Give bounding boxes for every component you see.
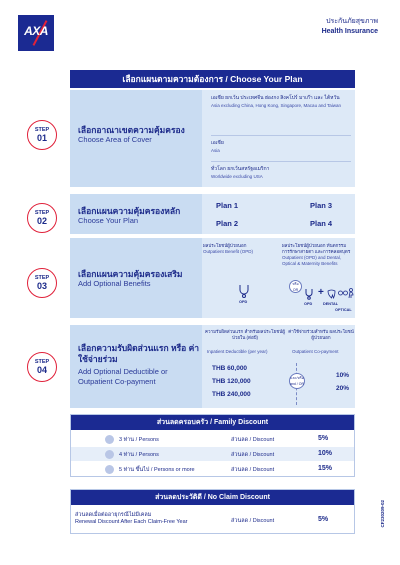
step-number: 03 — [36, 281, 47, 291]
step-1-title-en: Choose Area of Cover — [78, 135, 152, 144]
step-2-block — [70, 194, 355, 234]
no-claim-title: ส่วนลดประวัติดี / No Claim Discount — [71, 490, 354, 505]
step-2-badge — [27, 203, 57, 233]
plan-2-option[interactable]: Plan 2 — [216, 219, 239, 228]
deductible-header-en: Inpatient Deductible (per year) — [207, 349, 268, 354]
plan-4-option[interactable]: Plan 4 — [310, 219, 333, 228]
step-3-title-en: Add Optional Benefits — [78, 279, 151, 288]
opd-th: ผลประโยชน์ผู้ป่วยนอก — [203, 243, 247, 248]
step-3-block — [70, 238, 355, 318]
step-3-title-th: เลือกแผนความคุ้มครองเสริม — [78, 269, 183, 279]
area-option-asia[interactable] — [211, 140, 351, 154]
family-row — [71, 462, 354, 476]
step-4-block — [70, 325, 355, 408]
combo-en: Outpatient (OPD) and Dental, Optical & Maternity Benefits — [282, 255, 342, 266]
and-or-en: and / OR — [290, 382, 305, 386]
area-divider — [211, 135, 351, 136]
brand-line-en: Health Insurance — [321, 28, 378, 35]
area-th: เอเชีย ยกเว้น ประเทศจีน ฮ่องกง สิงคโปร์ มาเก๊า และ ไต้หวัน — [211, 95, 340, 101]
family-row-pct: 15% — [318, 465, 333, 472]
step-4-left-panel — [70, 325, 202, 408]
family-row-label: 5 ท่าน ขึ้นไป / Persons or more — [119, 467, 195, 473]
family-row-pct: 10% — [318, 450, 333, 457]
glasses-icon — [338, 290, 348, 296]
tooth-icon — [327, 289, 336, 299]
family-discount-box — [70, 414, 355, 477]
plan-1-option[interactable]: Plan 1 — [216, 201, 239, 210]
people-icon — [105, 465, 114, 474]
step-1-badge — [27, 120, 57, 150]
step-2-title-en: Choose Your Plan — [78, 216, 139, 225]
no-claim-label-en: Renewal Discount After Each Claim-Free Year — [75, 519, 188, 525]
plan-3-option[interactable]: Plan 3 — [310, 201, 333, 210]
family-row — [71, 432, 354, 446]
step-number: 04 — [36, 365, 47, 375]
step-1-title-th: เลือกอาณาเขตความคุ้มครอง — [78, 125, 185, 135]
brand-header — [322, 16, 378, 35]
choose-plan-banner: เลือกแผนตามความต้องการ / Choose Your Plan — [70, 70, 355, 88]
family-row-discount: ส่วนลด / Discount — [231, 452, 275, 458]
dental-icon-label: DENTAL — [323, 302, 339, 306]
area-en: Worldwide excluding USA — [211, 174, 263, 179]
and-or-th: และ/หรือ — [290, 376, 304, 380]
area-th: เอเชีย — [211, 140, 224, 146]
copay-header-en: Outpatient Co-payment — [292, 349, 339, 354]
deductible-header-th: ความรับผิดส่วนแรก สำหรับผลประโยชน์ผู้ป่วยใน (ต่อปี) — [205, 329, 285, 340]
family-discount-title: ส่วนลดครอบครัว / Family Discount — [71, 415, 354, 430]
stethoscope-icon — [304, 288, 314, 300]
opd-option[interactable] — [203, 243, 278, 255]
optical-icon-label: OPTICAL — [335, 308, 352, 312]
family-row-pct: 5% — [318, 435, 329, 442]
step-2-left-panel — [70, 194, 202, 234]
no-claim-pct: 5% — [318, 516, 329, 523]
step-4-title-th: เลือกความรับผิดส่วนแรก หรือ ค่าใช้จ่ายร่วม — [78, 343, 200, 364]
or-en: OR — [292, 287, 299, 292]
family-row-label: 3 ท่าน / Persons — [119, 437, 159, 443]
people-icon — [105, 435, 114, 444]
area-en: Asia — [211, 148, 220, 153]
no-claim-discount: ส่วนลด / Discount — [231, 518, 275, 524]
area-option-worldwide[interactable] — [211, 166, 351, 180]
combo-option[interactable] — [282, 243, 354, 267]
step-word: STEP — [34, 275, 50, 281]
deductible-option[interactable]: THB 240,000 — [212, 391, 251, 398]
area-th: ทั่วโลก ยกเว้นสหรัฐอเมริกา — [211, 166, 270, 172]
opd-en: Outpatient Benefit (OPD) — [203, 249, 254, 254]
maternity-icon — [348, 288, 354, 298]
family-row-label: 4 ท่าน / Persons — [119, 452, 159, 458]
or-th: หรือ — [292, 282, 299, 286]
copay-header-th: ค่าใช้จ่ายร่วมสำหรับ ผลประโยชน์ผู้ป่วยนอก — [288, 329, 354, 340]
combo-th: ผลประโยชน์ผู้ป่วยนอก ทันตกรรม การรักษาสายตา และการคลอดบุตร — [282, 243, 351, 254]
copay-option[interactable]: 10% — [336, 372, 350, 379]
deductible-option[interactable]: THB 60,000 — [212, 365, 248, 372]
step-word: STEP — [34, 210, 50, 216]
family-row-discount: ส่วนลด / Discount — [231, 437, 275, 443]
area-en: Asia excluding China, Hong Kong, Singapore, Macau and Taiwan — [211, 103, 342, 108]
step-number: 02 — [36, 216, 47, 226]
or-badge — [289, 280, 302, 293]
and-or-badge — [289, 373, 305, 389]
deductible-option[interactable]: THB 120,000 — [212, 378, 251, 385]
step-4-badge — [27, 352, 57, 382]
axa-logo — [18, 15, 54, 51]
stethoscope-icon — [238, 284, 250, 298]
area-divider — [211, 161, 351, 162]
step-word: STEP — [34, 127, 50, 133]
step-1-left-panel — [70, 90, 202, 187]
opd-icon-label: OPD — [239, 300, 248, 304]
step-word: STEP — [34, 359, 50, 365]
people-icon — [105, 450, 114, 459]
step-1-block — [70, 90, 355, 187]
step-3-left-panel — [70, 238, 202, 318]
no-claim-label-th: ส่วนลดเมื่อต่ออายุกรณีไม่มีเคลม — [75, 512, 152, 518]
area-option-asia-ex[interactable] — [211, 95, 351, 109]
opd-icon-label-2: OPD — [304, 302, 313, 306]
step-4-title-en: Add Optional Deductible or Outpatient Co-payment — [78, 367, 168, 386]
family-row-discount: ส่วนลด / Discount — [231, 467, 275, 473]
copay-option[interactable]: 20% — [336, 385, 350, 392]
family-row — [71, 447, 354, 461]
step-2-title-th: เลือกแผนความคุ้มครองหลัก — [78, 206, 181, 216]
logo-text: AXA — [24, 24, 48, 38]
brand-line-th: ประกันภัยสุขภาพ — [326, 18, 378, 25]
step-3-badge — [27, 268, 57, 298]
document-code: CF230209-02 — [380, 500, 385, 528]
no-claim-discount-box — [70, 489, 355, 534]
step-number: 01 — [36, 133, 47, 143]
plus-sign: + — [318, 287, 324, 298]
no-claim-label — [75, 512, 188, 526]
